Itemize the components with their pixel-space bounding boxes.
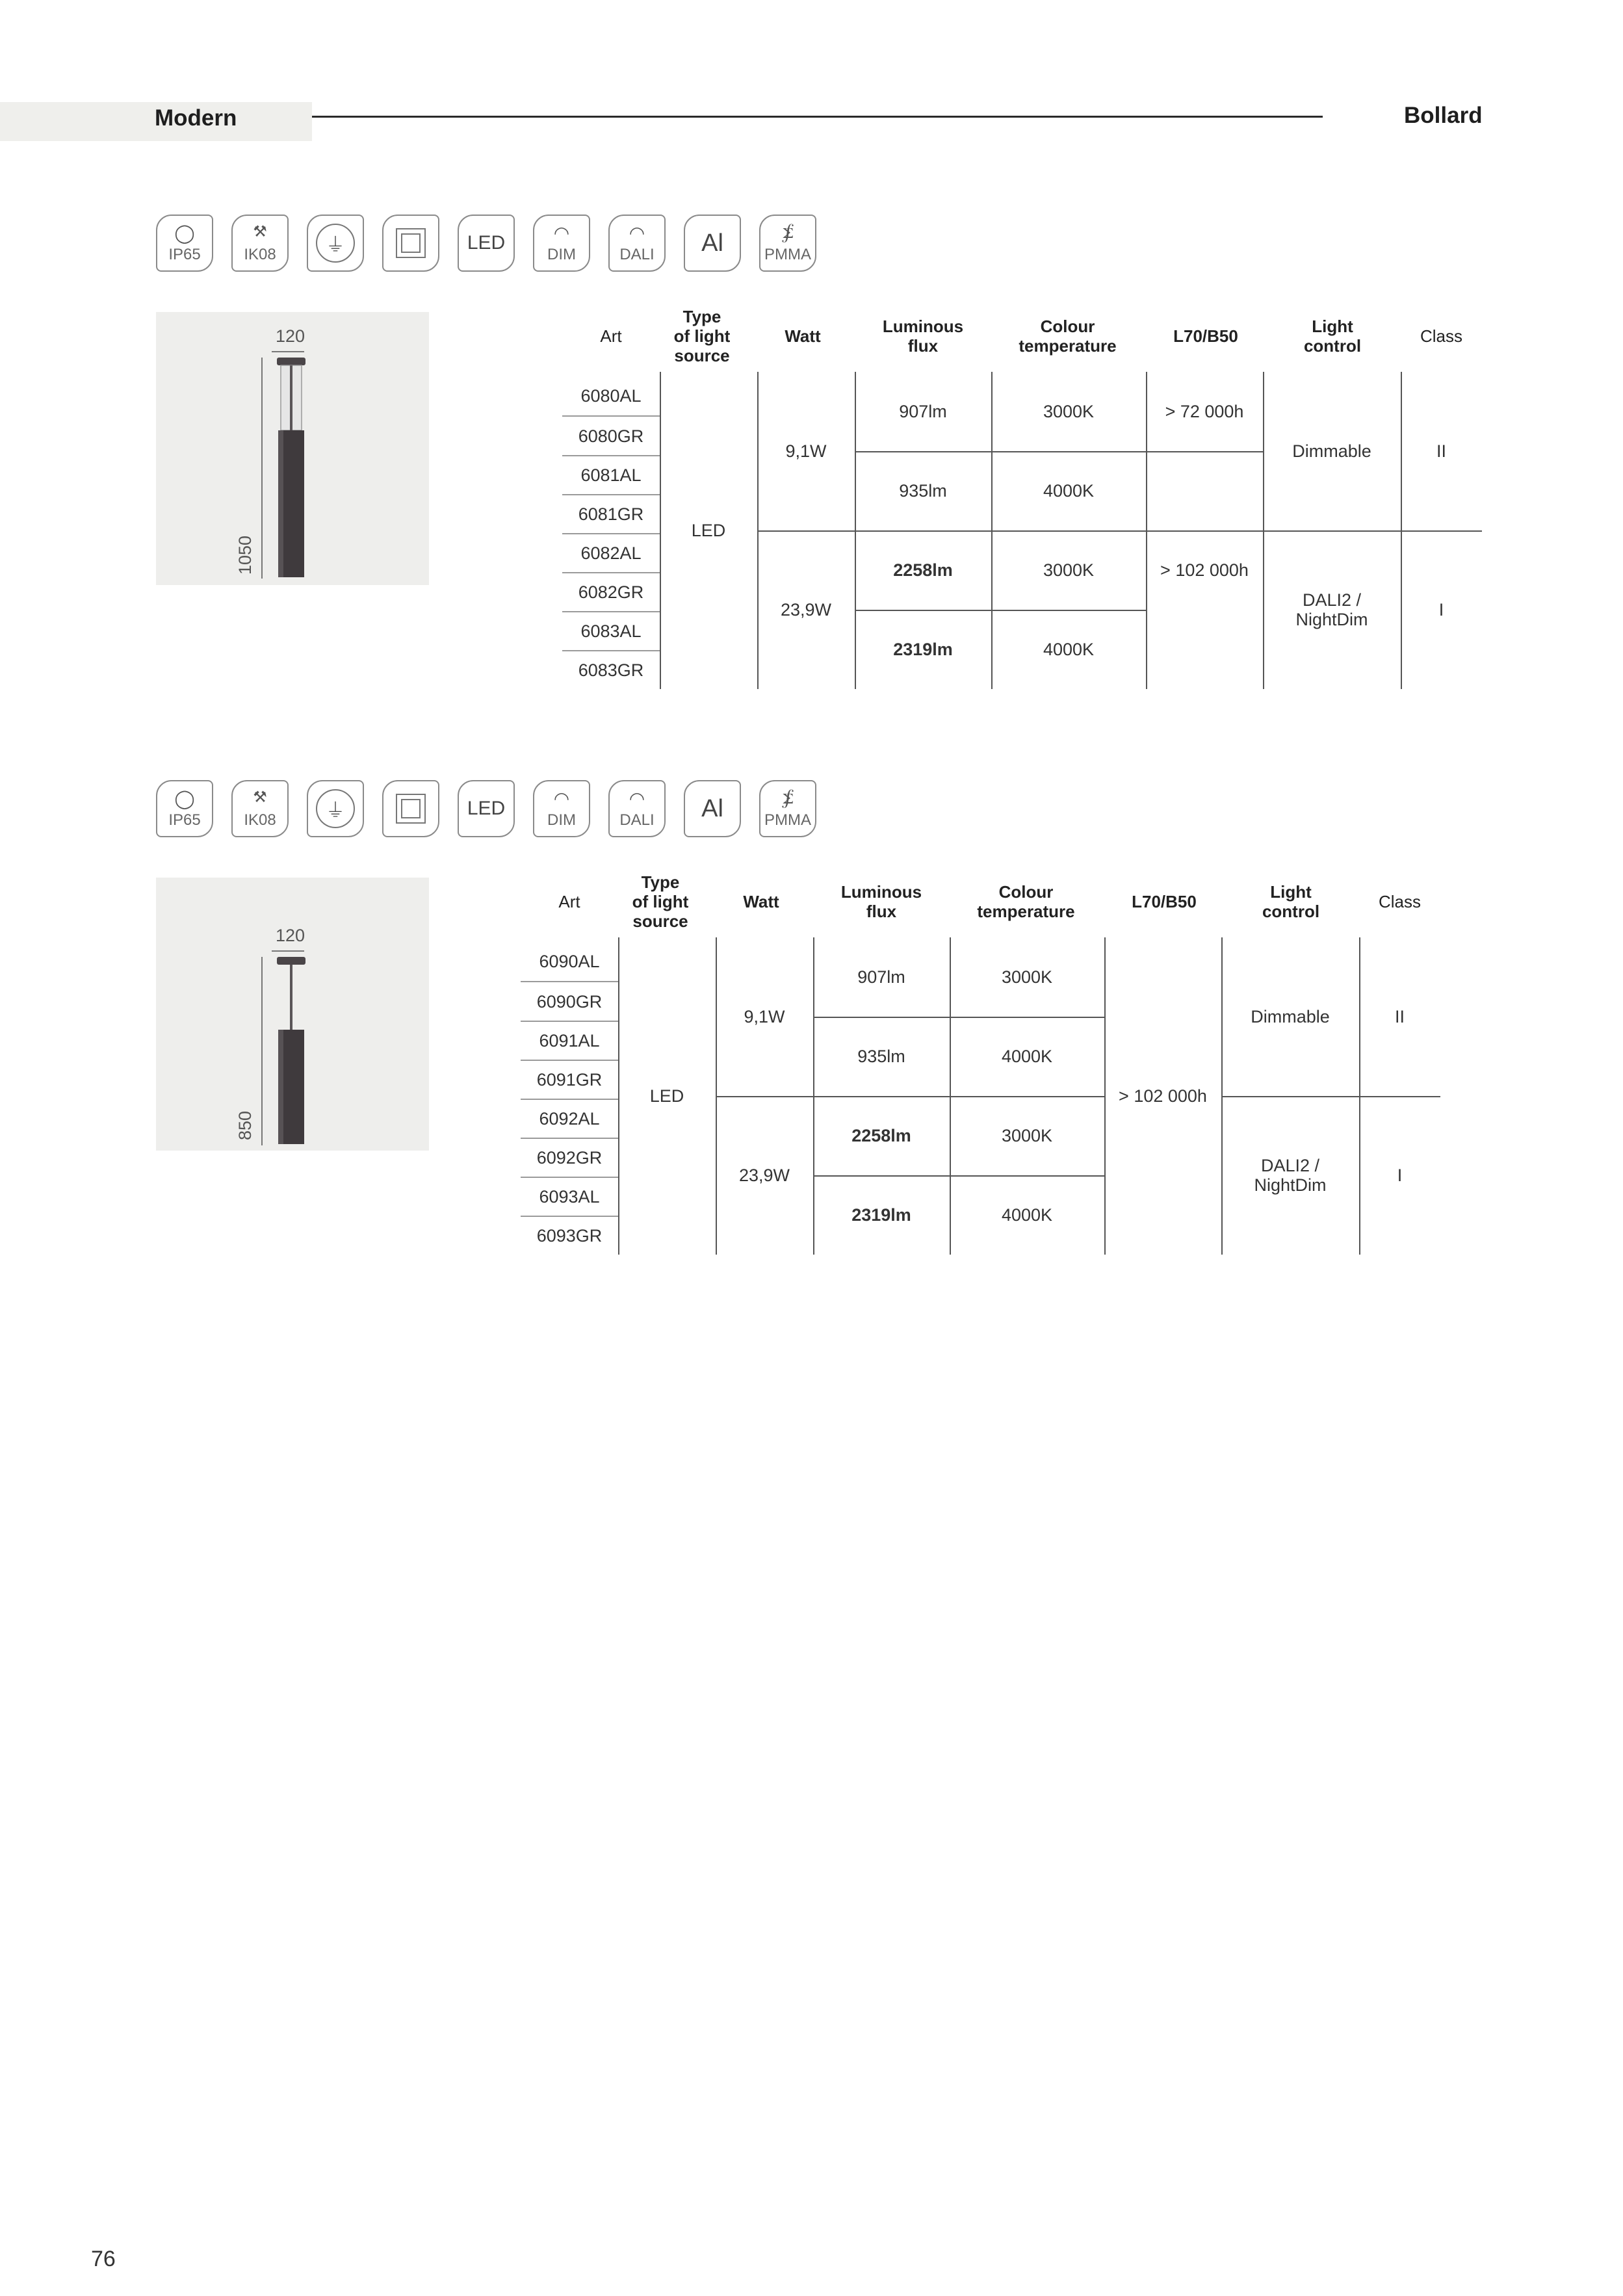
class-cell: II [1394,1007,1405,1026]
dim-icon: ◠ DIM [533,215,590,272]
flux-cell: 2258lm [893,560,953,580]
aluminium-icon: Al [684,215,741,272]
header-type: Type of light source [632,872,689,931]
life-cell: > 102 000h [1160,560,1249,580]
spec-table-1 [559,300,1482,690]
row-divider [521,1060,618,1061]
led-icon: LED [458,780,515,837]
header-flux: Luminous flux [882,317,964,356]
row-divider [562,455,660,456]
flux-cell: 907lm [899,402,947,421]
colour-cell: 3000K [1001,967,1053,987]
art-number: 6090AL [539,952,600,971]
row-divider [562,611,660,612]
product-image-1 [156,312,429,585]
impact-rating-icon: ⚒ IK08 [231,780,289,837]
header-colour: Colour temperature [1019,317,1117,356]
art-number: 6080AL [580,386,642,406]
colour-cell: 3000K [1001,1126,1053,1145]
header-watt: Watt [785,326,821,346]
control-cell: Dimmable [1251,1007,1330,1026]
dimension-height-line [261,957,263,1145]
row-divider [562,533,660,534]
colour-cell: 4000K [1043,481,1095,501]
impact-rating-icon: ⚒ IK08 [231,215,289,272]
header-class: Class [1420,326,1462,346]
row-divider [521,1099,618,1100]
art-number: 6082AL [580,543,642,563]
header-life: L70/B50 [1132,892,1197,911]
watt-cell: 23,9W [780,600,832,620]
header-control: Light control [1262,882,1320,921]
art-number: 6083GR [578,660,644,680]
dimension-width-line [272,950,304,952]
spec-table-2 [517,866,1440,1256]
header-rule [312,116,1323,118]
class-cell: I [1438,600,1444,620]
art-number: 6081AL [580,465,642,485]
header-class: Class [1378,892,1421,911]
art-number: 6081GR [578,504,644,524]
header-type: Type of light source [673,307,731,365]
header-control: Light control [1303,317,1362,356]
dali-icon: ◠ DALI [608,780,666,837]
colour-cell: 3000K [1043,402,1095,421]
art-number: 6093AL [539,1187,600,1207]
flux-cell: 2319lm [851,1205,911,1225]
colour-cell: 4000K [1043,640,1095,659]
row-divider [562,415,660,417]
control-cell: Dimmable [1292,441,1371,461]
dimension-width-line [272,351,304,352]
flux-cell: 935lm [857,1047,905,1066]
dimension-width: 120 [276,326,305,346]
page-number: 76 [91,2247,116,2271]
flux-cell: 907lm [857,967,905,987]
row-divider [521,1021,618,1022]
row-divider [521,981,618,982]
row-divider [521,1138,618,1139]
class-cell: II [1436,441,1446,461]
bollard-illustration [272,358,311,579]
dim-icon: ◠ DIM [533,780,590,837]
header-watt: Watt [743,892,779,911]
dimension-width: 120 [276,926,305,945]
control-cell: DALI2 / NightDim [1295,590,1368,629]
flux-cell: 2319lm [893,640,953,659]
category-title: Bollard [1404,103,1483,128]
pmma-icon: ⨋ PMMA [759,215,816,272]
art-number: 6090GR [536,992,603,1011]
header-art: Art [600,326,622,346]
header-life: L70/B50 [1173,326,1238,346]
row-divider [521,1216,618,1217]
art-number: 6092AL [539,1109,600,1128]
earth-ground-icon: ⏚ [307,215,364,272]
product-image-2 [156,878,429,1151]
art-number: 6091GR [536,1070,603,1089]
art-number: 6093GR [536,1226,603,1246]
watt-cell: 9,1W [744,1007,785,1026]
life-cell: > 102 000h [1119,1086,1207,1106]
dali-icon: ◠ DALI [608,215,666,272]
colour-cell: 4000K [1001,1047,1053,1066]
art-number: 6091AL [539,1031,600,1050]
class-cell: I [1397,1166,1403,1185]
class-ii-icon [382,215,439,272]
watt-cell: 9,1W [785,441,827,461]
feature-icons-2 [156,780,816,837]
led-icon: LED [458,215,515,272]
dimension-height-line [261,358,263,579]
row-divider [562,494,660,495]
feature-icons-1 [156,215,816,272]
flux-cell: 2258lm [851,1126,911,1145]
art-number: 6082GR [578,582,644,602]
colour-cell: 3000K [1043,560,1095,580]
colour-cell: 4000K [1001,1205,1053,1225]
art-number: 6083AL [580,621,642,641]
art-number: 6092GR [536,1148,603,1168]
class-ii-icon [382,780,439,837]
section-title: Modern [155,105,237,131]
header-flux: Luminous flux [840,882,922,921]
ip-rating-icon: ◯ IP65 [156,215,213,272]
pmma-icon: ⨋ PMMA [759,780,816,837]
dimension-height: 850 [235,1110,255,1140]
header-colour: Colour temperature [977,882,1075,921]
watt-cell: 23,9W [738,1166,790,1185]
life-cell: > 72 000h [1165,402,1244,421]
type-cell: LED [649,1086,684,1106]
aluminium-icon: Al [684,780,741,837]
dimension-height: 1050 [235,535,255,575]
flux-cell: 935lm [899,481,947,501]
row-divider [562,572,660,573]
row-divider [562,650,660,651]
header-art: Art [558,892,580,911]
control-cell: DALI2 / NightDim [1254,1156,1327,1195]
bollard-illustration [272,957,311,1145]
ip-rating-icon: ◯ IP65 [156,780,213,837]
earth-ground-icon: ⏚ [307,780,364,837]
type-cell: LED [691,521,726,540]
art-number: 6080GR [578,426,644,446]
row-divider [521,1177,618,1178]
